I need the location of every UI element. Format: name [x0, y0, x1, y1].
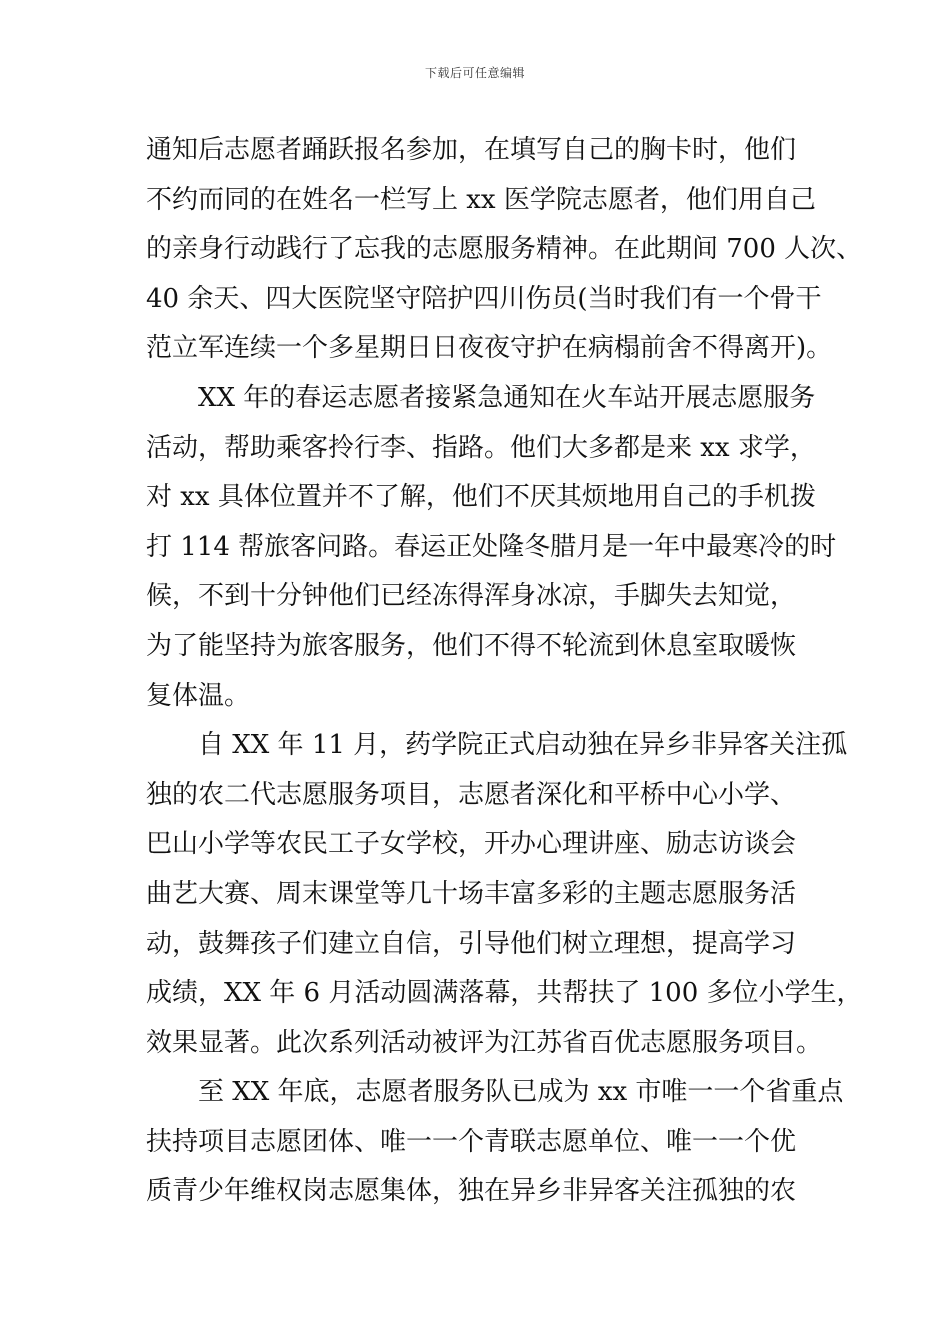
text-line-2: 不约而同的在姓名一栏写上 xx 医学院志愿者，他们用自己 — [146, 184, 816, 215]
text-line-10: 候，不到十分钟他们已经冻得浑身冰凉，手脚失去知觉， — [146, 581, 797, 612]
text-line-13: 自 XX 年 11 月，药学院正式启动独在异乡非异客关注孤 — [198, 730, 848, 761]
text-line-1: 通知后志愿者踊跃报名参加，在填写自己的胸卡时，他们 — [146, 135, 797, 165]
text-line-17: 动，鼓舞孩子们建立自信，引导他们树立理想，提高学习 — [146, 928, 797, 959]
text-line-7: 活动，帮助乘客拎行李、指路。他们大多都是来 xx 求学， — [146, 432, 816, 463]
text-line-14: 独的农二代志愿服务项目，志愿者深化和平桥中心小学、 — [146, 779, 797, 810]
text-line-4: 40 余天、四大医院坚守陪护四川伤员(当时我们有一个骨干 — [146, 283, 822, 314]
text-line-5: 范立军连续一个多星期日日夜夜守护在病榻前舍不得离开)。 — [146, 333, 833, 364]
text-line-22: 质青少年维权岗志愿集体，独在异乡非异客关注孤独的农 — [146, 1176, 797, 1207]
text-line-9: 打 114 帮旅客问路。春运正处隆冬腊月是一年中最寒冷的时 — [146, 531, 837, 562]
text-line-8: 对 xx 具体位置并不了解，他们不厌其烦地用自己的手机拨 — [146, 482, 816, 513]
text-line-3: 的亲身行动践行了忘我的志愿服务精神。在此期间 700 人次、 — [146, 234, 863, 265]
page-header: 下载后可任意编辑 — [424, 66, 525, 80]
text-line-11: 为了能坚持为旅客服务，他们不得不轮流到休息室取暖恢 — [146, 630, 797, 661]
document-body — [146, 126, 863, 1217]
text-line-16: 曲艺大赛、周末课堂等几十场丰富多彩的主题志愿服务活 — [146, 878, 797, 909]
text-line-21: 扶持项目志愿团体、唯一一个青联志愿单位、唯一一个优 — [146, 1126, 797, 1157]
text-line-19: 效果显著。此次系列活动被评为江苏省百优志愿服务项目。 — [146, 1027, 823, 1058]
text-line-15: 巴山小学等农民工子女学校，开办心理讲座、励志访谈会 — [146, 829, 797, 860]
text-line-6: XX 年的春运志愿者接紧急通知在火车站开展志愿服务 — [198, 382, 816, 413]
text-line-20: 至 XX 年底，志愿者服务队已成为 xx 市唯一一个省重点 — [198, 1077, 844, 1108]
text-line-12: 复体温。 — [146, 680, 251, 711]
text-line-18: 成绩，XX 年 6 月活动圆满落幕，共帮扶了 100 多位小学生， — [146, 978, 863, 1009]
